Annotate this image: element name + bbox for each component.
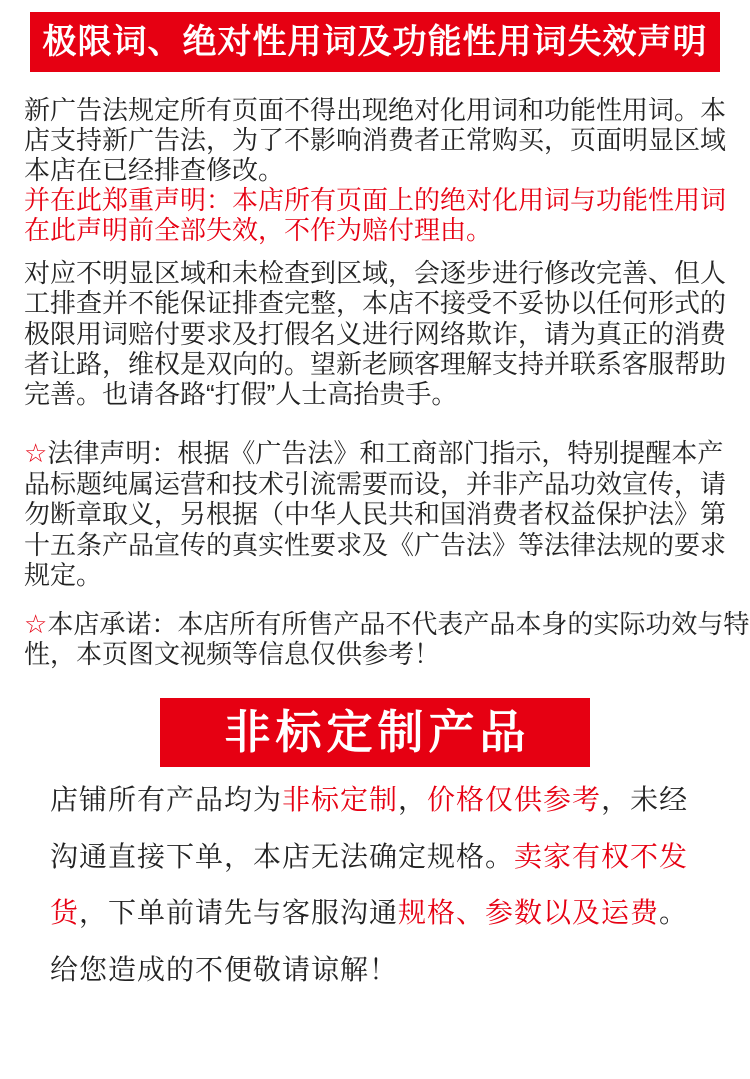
page-title: 极限词、绝对性用词及功能性用词失效声明 (42, 23, 708, 61)
legal-line: 品标题纯属运营和技术引流需要而设，并非产品功效宣传，请 (24, 468, 727, 499)
custom-notice-line (50, 942, 740, 999)
star-icon: ☆ (24, 609, 48, 639)
promise-line-text: 本店承诺：本店所有所售产品不代表产品本身的实际功效与 (47, 609, 724, 639)
followup-line: 者让路，维权是双向的。望新老顾客理解支持并联系客服帮助 (24, 348, 727, 379)
text-segment: ，未经 (601, 784, 689, 815)
custom-order-notice (50, 772, 740, 999)
text-segment: ， (398, 784, 428, 815)
declaration-line: 在此声明前全部失效，不作为赔付理由。 (24, 215, 493, 245)
text-segment: ，下单前请先与客服沟通 (79, 897, 399, 929)
text-segment: 货 (50, 897, 80, 929)
text-segment: 非标定制 (282, 784, 399, 815)
text-segment: 价格仅供参考 (427, 784, 602, 815)
text-segment: 规格、参数以及运费 (398, 897, 660, 929)
legal-line: 十五条产品宣传的真实性要求及《广告法》等法律法规的要求 (24, 529, 727, 560)
text-segment: 。 (659, 897, 689, 929)
legal-statement (24, 438, 750, 591)
star-icon: ☆ (24, 438, 48, 468)
promise-clipped-char: 特 (723, 609, 750, 639)
legal-line: 勿断章取义，另根据（中华人民共和国消费者权益保护法》第 (24, 499, 727, 529)
custom-product-heading: 非标定制产品 (224, 706, 531, 758)
text-segment: 卖家有权不发 (514, 840, 689, 872)
intro-paragraph (24, 95, 750, 245)
followup-line: 对应不明显区域和未检查到区域，会逐步进行修改完善、但人 (24, 258, 727, 288)
followup-line: 完善。也请各路“打假”人士高抬贵手。 (24, 379, 458, 410)
followup-paragraph (24, 258, 750, 409)
text-segment: 沟通直接下单，本店无法确定规格。 (50, 840, 515, 872)
legal-line (24, 438, 750, 469)
promise-line: 性，本页图文视频等信息仅供参考！ (24, 639, 441, 669)
intro-line: 新广告法规定所有页面不得出现绝对化用词和功能性用词。本 (24, 95, 727, 125)
store-promise (24, 609, 750, 669)
intro-line: 本店在已经排查修改。 (24, 155, 285, 185)
followup-line: 极限用词赔付要求及打假名义进行网络欺诈，请为真正的消费 (24, 318, 727, 349)
custom-notice-line (50, 772, 740, 829)
text-segment: 店铺所有产品均为 (50, 784, 283, 815)
custom-notice-line (50, 885, 740, 942)
legal-line: 规定。 (24, 560, 103, 590)
promise-line (24, 609, 750, 639)
followup-line: 工排查并不能保证排查完整，本店不接受不妥协以任何形式的 (24, 288, 727, 319)
legal-line-text: 法律声明：根据《广告法》和工商部门指示，特别提醒本产 (47, 438, 724, 468)
text-segment: 给您造成的不便敬请谅解！ (50, 954, 399, 986)
custom-notice-line (50, 829, 740, 886)
title-banner (30, 12, 720, 72)
custom-product-banner (160, 698, 590, 767)
declaration-line: 并在此郑重声明：本店所有页面上的绝对化用词与功能性用词 (24, 185, 727, 215)
intro-line: 店支持新广告法，为了不影响消费者正常购买，页面明显区域 (24, 125, 727, 155)
